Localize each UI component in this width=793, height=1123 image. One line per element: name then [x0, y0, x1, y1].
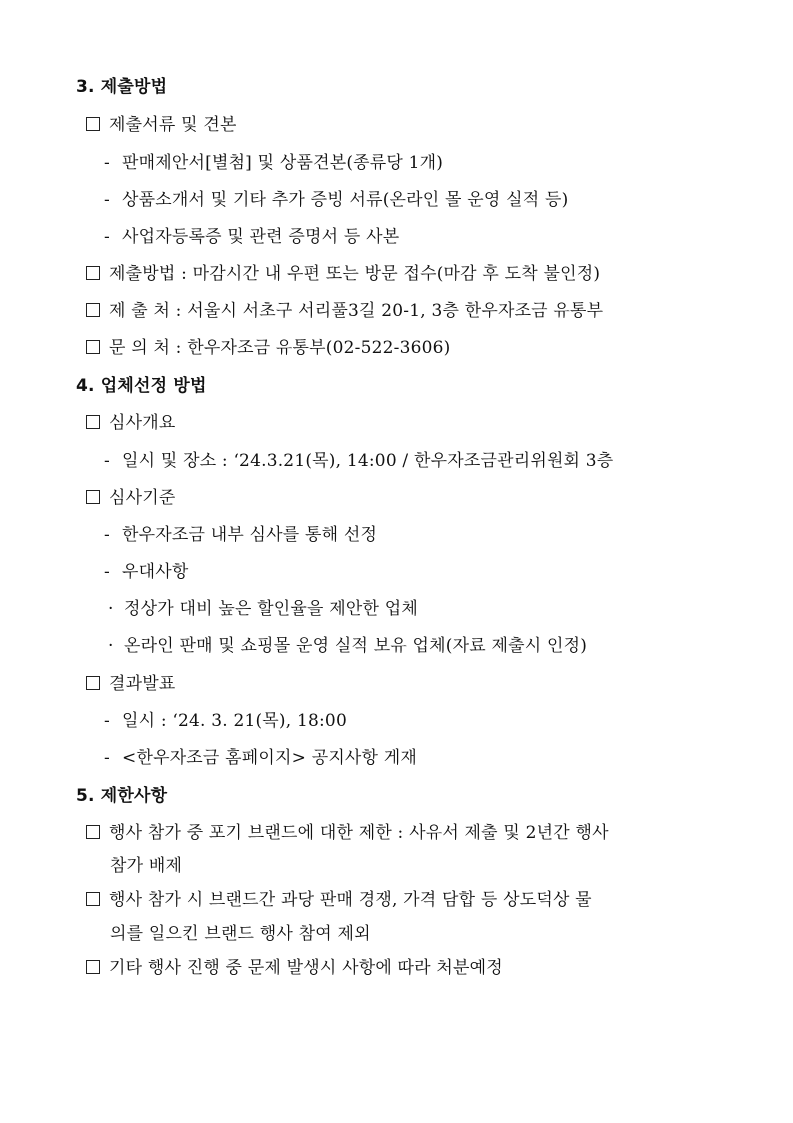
- list-item-continuation: 의를 일으킨 브랜드 행사 참여 제외: [110, 924, 371, 944]
- list-item: [104, 561, 189, 583]
- checkbox-square-icon: [86, 117, 100, 131]
- checkbox-square-icon: [86, 266, 100, 280]
- item-text: 한우자조금 내부 심사를 통해 선정: [122, 525, 378, 545]
- list-item: [86, 300, 603, 322]
- item-text: 일시 : ‘24. 3. 21(목), 18:00: [122, 711, 347, 731]
- item-text: 심사기준: [109, 488, 176, 508]
- list-item: [104, 189, 568, 211]
- item-text: 우대사항: [122, 562, 189, 582]
- list-item: [86, 337, 450, 359]
- list-item: [86, 114, 237, 136]
- list-item: [104, 226, 399, 248]
- checkbox-square-icon: [86, 825, 100, 839]
- list-item: [86, 263, 600, 285]
- dash-bullet-icon: -: [104, 451, 110, 471]
- dash-bullet-icon: -: [104, 562, 110, 582]
- list-item: [86, 487, 176, 509]
- list-item: [86, 889, 592, 911]
- item-text: 사업자등록증 및 관련 증명서 등 사본: [122, 227, 400, 247]
- section-3-title: 3. 제출방법: [76, 77, 168, 97]
- item-text: 온라인 판매 및 쇼핑몰 운영 실적 보유 업체(자료 제출시 인정): [124, 636, 588, 656]
- section-4-title: 4. 업체선정 방법: [76, 376, 207, 396]
- checkbox-square-icon: [86, 676, 100, 690]
- checkbox-square-icon: [86, 340, 100, 354]
- middle-dot-bullet-icon: ·: [108, 636, 114, 656]
- checkbox-square-icon: [86, 892, 100, 906]
- list-item: [108, 635, 587, 657]
- item-text: 정상가 대비 높은 할인율을 제안한 업체: [124, 599, 418, 619]
- item-text: 상품소개서 및 기타 추가 증빙 서류(온라인 몰 운영 실적 등): [122, 190, 569, 210]
- list-item: [104, 450, 613, 472]
- item-text: 행사 참가 시 브랜드간 과당 판매 경쟁, 가격 담합 등 상도덕상 물: [109, 890, 592, 910]
- dash-bullet-icon: -: [104, 227, 110, 247]
- checkbox-square-icon: [86, 490, 100, 504]
- checkbox-square-icon: [86, 415, 100, 429]
- checkbox-square-icon: [86, 303, 100, 317]
- item-text: 일시 및 장소 : ‘24.3.21(목), 14:00 / 한우자조금관리위원회 3층: [122, 451, 614, 471]
- item-text: <한우자조금 홈페이지> 공지사항 게재: [122, 748, 418, 768]
- list-item: [104, 152, 443, 174]
- list-item: [104, 747, 417, 769]
- item-text: 심사개요: [109, 413, 176, 433]
- dash-bullet-icon: -: [104, 748, 110, 768]
- item-text: 판매제안서[별첨] 및 상품견본(종류당 1개): [122, 153, 444, 173]
- checkbox-square-icon: [86, 960, 100, 974]
- dash-bullet-icon: -: [104, 711, 110, 731]
- list-item: [104, 710, 347, 732]
- list-item-continuation: 참가 배제: [110, 856, 183, 876]
- list-item: [108, 598, 418, 620]
- item-text: 제출방법 : 마감시간 내 우편 또는 방문 접수(마감 후 도착 불인정): [109, 264, 601, 284]
- item-text: 행사 참가 중 포기 브랜드에 대한 제한 : 사유서 제출 및 2년간 행사: [109, 823, 609, 843]
- list-item: [86, 412, 176, 434]
- dash-bullet-icon: -: [104, 525, 110, 545]
- item-text: 제 출 처 : 서울시 서초구 서리풀3길 20-1, 3층 한우자조금 유통부: [109, 301, 604, 321]
- list-item: [86, 822, 609, 844]
- list-item: [86, 673, 176, 695]
- item-text: 제출서류 및 견본: [109, 115, 237, 135]
- dash-bullet-icon: -: [104, 153, 110, 173]
- list-item: [86, 957, 503, 979]
- dash-bullet-icon: -: [104, 190, 110, 210]
- item-text: 문 의 처 : 한우자조금 유통부(02-522-3606): [109, 338, 451, 358]
- middle-dot-bullet-icon: ·: [108, 599, 114, 619]
- section-5-title: 5. 제한사항: [76, 786, 168, 806]
- list-item: [104, 524, 377, 546]
- item-text: 결과발표: [109, 674, 176, 694]
- item-text: 기타 행사 진행 중 문제 발생시 사항에 따라 처분예정: [109, 958, 503, 978]
